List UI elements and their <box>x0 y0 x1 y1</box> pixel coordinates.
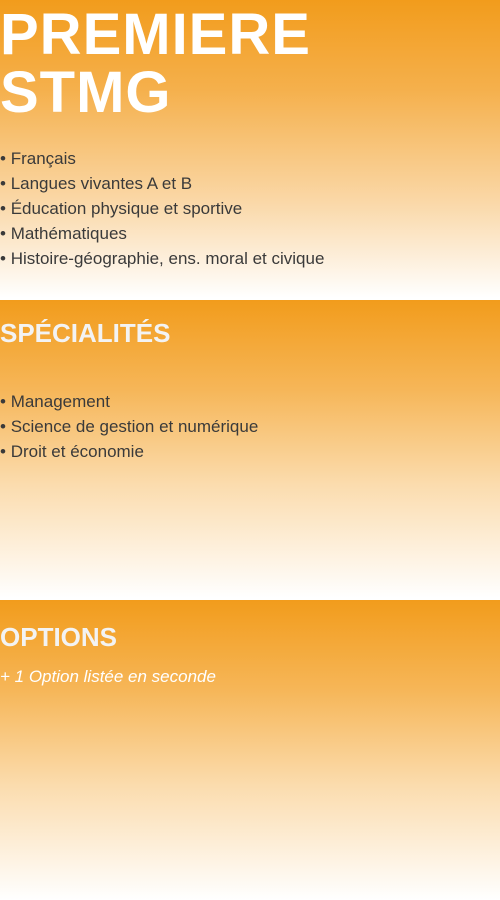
options-heading: OPTIONS <box>0 622 118 652</box>
list-item: • Droit et économie <box>0 439 500 464</box>
specialites-list <box>0 389 500 464</box>
list-item: • Histoire-géographie, ens. moral et civique <box>0 246 500 271</box>
options-note: + 1 Option listée en seconde <box>0 667 216 686</box>
list-item: • Management <box>0 389 500 414</box>
list-item: • Français <box>0 146 500 171</box>
specialites-heading: SPÉCIALITÉS <box>0 318 171 348</box>
page-title-line-2: STMG <box>0 60 172 125</box>
page-title-line-1: PREMIERE <box>0 2 311 67</box>
list-item: • Science de gestion et numérique <box>0 414 500 439</box>
list-item: • Langues vivantes A et B <box>0 171 500 196</box>
list-item: • Éducation physique et sportive <box>0 196 500 221</box>
page-title <box>0 2 500 125</box>
common-subjects-list <box>0 146 500 271</box>
list-item: • Mathématiques <box>0 221 500 246</box>
